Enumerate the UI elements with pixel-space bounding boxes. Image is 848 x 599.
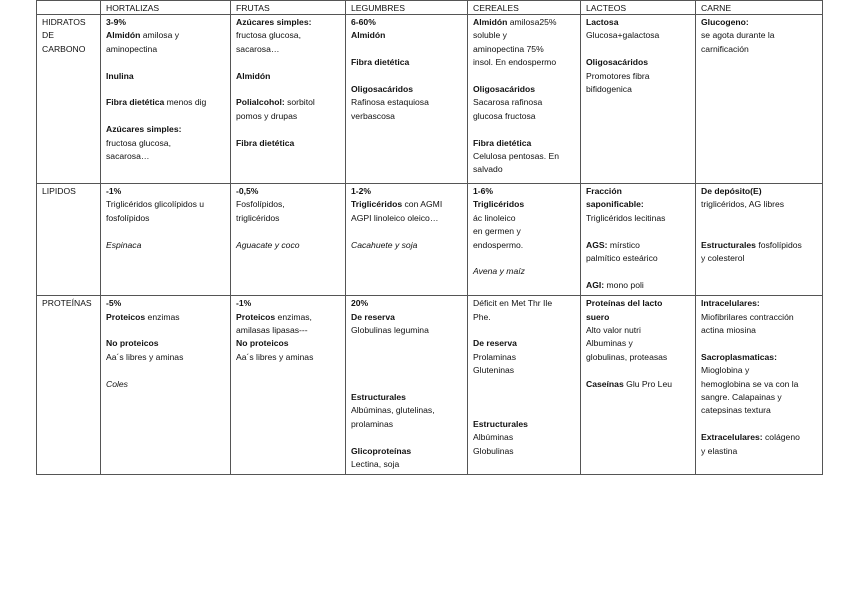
header-cereales: CEREALES	[468, 1, 581, 15]
text: fructosa glucosa,	[106, 137, 171, 148]
text: globulinas, proteasas	[586, 351, 668, 362]
cell-line	[473, 83, 576, 96]
bold-text: De reserva	[473, 338, 517, 349]
cell-line	[473, 225, 576, 238]
bold-text: Sacroplasmaticas:	[701, 351, 777, 362]
text: Glucosa+galactosa	[586, 30, 660, 41]
text: colágeno	[762, 432, 800, 443]
cell-line	[473, 110, 576, 123]
cell-line	[473, 96, 576, 109]
text: Gluteninas	[473, 365, 515, 376]
line-gap	[701, 212, 818, 225]
line-gap	[351, 225, 463, 238]
bold-text: 3-9%	[106, 17, 127, 27]
cell-line	[586, 83, 691, 96]
cell-line	[701, 351, 818, 364]
text: Mioglobina y	[701, 365, 750, 376]
line-gap	[106, 225, 226, 238]
cell-line	[236, 297, 341, 310]
text: actina miosina	[701, 325, 756, 336]
text: Triglicéridos lecitinas	[586, 212, 666, 223]
row-label: LIPIDOS	[37, 184, 101, 296]
bold-text: Oligosacáridos	[586, 57, 649, 68]
cell-line	[586, 297, 691, 310]
cell-line	[351, 185, 463, 198]
line-gap	[586, 364, 691, 377]
text: sangre. Calapainas y	[701, 392, 782, 403]
cell	[101, 184, 231, 296]
cell-line	[473, 445, 576, 458]
text: Sacarosa rafinosa	[473, 97, 543, 108]
cell-line	[586, 29, 691, 42]
text: sorbitol	[284, 97, 315, 108]
cell-line	[701, 43, 818, 56]
line-gap	[473, 123, 576, 136]
line-gap	[351, 431, 463, 444]
bold-text: No proteicos	[236, 338, 289, 349]
cell-line	[106, 70, 226, 83]
text: enzimas	[145, 311, 180, 322]
cell-line	[473, 418, 576, 431]
cell-line	[106, 16, 226, 29]
text: Phe.	[473, 311, 491, 322]
cell-line	[351, 404, 463, 417]
bold-text: 1-6%	[473, 186, 494, 196]
cell-line	[106, 351, 226, 364]
text: amilosa y	[140, 30, 180, 41]
text: y colesterol	[701, 253, 745, 263]
cell-line	[473, 29, 576, 42]
cell-line	[473, 431, 576, 444]
bold-text: Almidón	[473, 17, 508, 27]
cell-line	[701, 378, 818, 391]
text: salvado	[473, 164, 503, 175]
cell-line	[701, 364, 818, 377]
bold-text: 20%	[351, 298, 369, 309]
cell-line	[236, 16, 341, 29]
text: Aa´s libres y aminas	[236, 351, 314, 362]
text: insol. En endospermo	[473, 57, 557, 68]
text: mírstico	[607, 239, 640, 250]
bold-text: Oligosacáridos	[473, 84, 536, 95]
text: ác linoleico	[473, 212, 516, 223]
line-gap	[473, 404, 576, 417]
cell-line	[351, 239, 463, 252]
cell-line	[236, 137, 341, 150]
text: enzimas,	[275, 311, 312, 322]
line-gap	[586, 225, 691, 238]
cell-line	[473, 56, 576, 69]
cell	[696, 184, 823, 296]
cell-line	[586, 239, 691, 252]
bold-text: Proteicos	[106, 311, 146, 322]
cell-line	[586, 198, 691, 211]
line-gap	[106, 324, 226, 337]
italic-text: Coles	[106, 378, 128, 389]
text: verbascosa	[351, 110, 395, 121]
text: Miofibrilares contracción	[701, 311, 794, 322]
italic-text: Avena y maíz	[473, 266, 525, 277]
text: aminopectina 75%	[473, 43, 544, 54]
cell-line	[586, 378, 691, 391]
cell	[581, 15, 696, 184]
cell-line	[473, 337, 576, 350]
cell-line	[586, 351, 691, 364]
text: sacarosa…	[106, 151, 150, 162]
text: se agota durante la	[701, 30, 775, 41]
cell-line	[106, 29, 226, 42]
cell-line	[473, 16, 576, 29]
cell-line	[586, 185, 691, 198]
text: Glu Pro Leu	[623, 378, 672, 389]
cell-line	[473, 43, 576, 56]
header-carne: CARNE	[696, 1, 823, 15]
row-label: HIDRATOS DE CARBONO	[37, 15, 101, 184]
cell	[468, 15, 581, 184]
cell-line	[351, 56, 463, 69]
bold-text: Glucogeno:	[701, 17, 749, 27]
cell-line	[586, 16, 691, 29]
cell-line	[106, 337, 226, 350]
bold-text: Azúcares simples:	[106, 124, 182, 135]
text: prolaminas	[351, 418, 394, 429]
text: carnificación	[701, 43, 749, 54]
cell-line	[236, 212, 341, 225]
line-gap	[106, 56, 226, 69]
text: Celulosa pentosas. En	[473, 151, 559, 162]
cell-line	[236, 324, 341, 337]
row-lipidos	[37, 184, 823, 296]
bold-text: De reserva	[351, 311, 395, 322]
header-row	[37, 1, 823, 15]
text: soluble y	[473, 30, 507, 41]
cell	[581, 296, 696, 475]
cell-line	[106, 137, 226, 150]
cell-line	[106, 96, 226, 109]
cell-line	[701, 198, 818, 211]
cell-line	[473, 239, 576, 252]
line-gap	[701, 418, 818, 431]
cell-line	[586, 212, 691, 225]
cell-line	[473, 212, 576, 225]
header-corner	[37, 1, 101, 15]
cell-line	[106, 123, 226, 136]
cell-line	[701, 391, 818, 404]
bold-text: Fibra dietética	[473, 137, 532, 148]
cell	[468, 296, 581, 475]
cell	[346, 15, 468, 184]
text: hemoglobina se va con la	[701, 378, 799, 389]
cell-line	[236, 96, 341, 109]
line-gap	[351, 70, 463, 83]
cell-line	[351, 198, 463, 211]
line-gap	[106, 110, 226, 123]
cell-line	[586, 252, 691, 265]
cell-line	[351, 83, 463, 96]
cell-line	[701, 297, 818, 310]
bold-text: Almidón	[351, 30, 386, 41]
bold-text: Fibra dietética	[106, 97, 165, 108]
cell-line	[351, 391, 463, 404]
cell	[101, 15, 231, 184]
row-proteinas	[37, 296, 823, 475]
cell-line	[701, 239, 818, 252]
bold-text: Fracción	[586, 186, 622, 196]
cell-line	[586, 279, 691, 292]
cell	[696, 15, 823, 184]
cell-line	[473, 198, 576, 211]
bold-text: Estructurales	[473, 418, 528, 429]
cell-line	[236, 239, 341, 252]
bold-text: Fibra dietética	[351, 57, 410, 68]
cell	[346, 296, 468, 475]
text: Prolaminas	[473, 351, 516, 362]
cell-line	[351, 29, 463, 42]
cell	[696, 296, 823, 475]
text: glucosa fructosa	[473, 110, 536, 121]
cell-line	[106, 198, 226, 211]
text: Déficit en Met Thr Ile	[473, 298, 553, 309]
line-gap	[351, 364, 463, 377]
line-gap	[236, 83, 341, 96]
cell-line	[701, 431, 818, 444]
text: fosfolípidos	[755, 239, 802, 250]
cell-line	[351, 212, 463, 225]
cell-line	[351, 297, 463, 310]
text: y elastina	[701, 445, 738, 456]
cell	[581, 184, 696, 296]
cell-line	[351, 418, 463, 431]
cell-line	[106, 185, 226, 198]
bold-text: suero	[586, 311, 610, 322]
cell-line	[586, 324, 691, 337]
cell-line	[351, 110, 463, 123]
cell-line	[473, 351, 576, 364]
cell-line	[236, 198, 341, 211]
header-frutas: FRUTAS	[231, 1, 346, 15]
cell-line	[473, 297, 576, 310]
text: palmítico esteárico	[586, 253, 658, 264]
cell-line	[351, 324, 463, 337]
text: Lectina, soja	[351, 459, 400, 470]
text: en germen y	[473, 226, 521, 237]
text: con AGMI	[402, 199, 443, 210]
cell-line	[236, 311, 341, 324]
cell-line	[236, 43, 341, 56]
bold-text: Lactosa	[586, 17, 619, 27]
bold-text: Glicoproteínas	[351, 445, 412, 456]
bold-text: Intracelulares:	[701, 298, 760, 309]
text: sacarosa…	[236, 43, 280, 54]
text: Albúminas, glutelinas,	[351, 405, 435, 416]
header-lacteos: LACTEOS	[581, 1, 696, 15]
cell	[231, 15, 346, 184]
text: Rafinosa estaquiosa	[351, 97, 429, 108]
cell-line	[351, 96, 463, 109]
cell-line	[701, 324, 818, 337]
cell-line	[236, 70, 341, 83]
cell-line	[236, 185, 341, 198]
line-gap	[473, 70, 576, 83]
bold-text: Almidón	[236, 70, 271, 81]
cell	[346, 184, 468, 296]
text: amilosa25%	[507, 17, 557, 27]
line-gap	[351, 351, 463, 364]
cell	[231, 184, 346, 296]
line-gap	[351, 337, 463, 350]
cell-line	[351, 458, 463, 471]
cell-line	[351, 445, 463, 458]
cell-line	[106, 150, 226, 163]
line-gap	[586, 43, 691, 56]
bold-text: Triglicéridos	[351, 199, 403, 210]
cell-line	[701, 29, 818, 42]
text: mono poli	[604, 279, 644, 290]
text: Promotores fibra	[586, 70, 650, 81]
text: Globulinas	[473, 445, 514, 456]
line-gap	[701, 337, 818, 350]
cell-line	[106, 43, 226, 56]
text: bifidogenica	[586, 84, 632, 95]
cell-line	[586, 56, 691, 69]
line-gap	[473, 378, 576, 391]
cell	[468, 184, 581, 296]
bold-text: Inulina	[106, 70, 134, 81]
line-gap	[106, 364, 226, 377]
cell-line	[586, 311, 691, 324]
bold-text: Fibra dietética	[236, 137, 295, 148]
header-legumbres: LEGUMBRES	[346, 1, 468, 15]
line-gap	[701, 225, 818, 238]
cell-line	[351, 311, 463, 324]
cell-line	[701, 404, 818, 417]
text: triglicéridos, AG libres	[701, 199, 785, 210]
nutrient-table	[36, 0, 823, 475]
bold-text: AGI:	[586, 279, 605, 290]
cell-line	[473, 265, 576, 278]
text: fosfolípidos	[106, 212, 150, 223]
text: Albuminas y	[586, 338, 633, 349]
bold-text: Estructurales	[351, 392, 406, 402]
cell	[231, 296, 346, 475]
text: catepsinas textura	[701, 405, 771, 416]
bold-text: 6-60%	[351, 17, 376, 27]
bold-text: Estructurales	[701, 239, 756, 250]
cell-line	[473, 163, 576, 176]
cell-line	[473, 137, 576, 150]
bold-text: -1%	[106, 186, 122, 196]
text: Triglicéridos glicolípidos u	[106, 199, 205, 210]
bold-text: Almidón	[106, 30, 141, 41]
cell-line	[473, 311, 576, 324]
cell-line	[473, 150, 576, 163]
bold-text: -0,5%	[236, 186, 259, 196]
line-gap	[473, 324, 576, 337]
line-gap	[351, 43, 463, 56]
text: fructosa glucosa,	[236, 30, 301, 41]
line-gap	[106, 83, 226, 96]
cell-line	[106, 311, 226, 324]
bold-text: Extracelulares:	[701, 432, 763, 443]
italic-text: Cacahuete y soja	[351, 239, 418, 250]
bold-text: -1%	[236, 298, 252, 309]
text: Fosfolípidos,	[236, 199, 285, 210]
cell-line	[106, 297, 226, 310]
cell-line	[701, 445, 818, 458]
cell-line	[701, 16, 818, 29]
bold-text: saponificable:	[586, 199, 644, 210]
line-gap	[236, 56, 341, 69]
bold-text: AGS:	[586, 239, 608, 250]
cell-line	[701, 185, 818, 198]
bold-text: De depósito(E)	[701, 186, 762, 196]
cell-line	[473, 185, 576, 198]
bold-text: Azúcares simples:	[236, 17, 312, 27]
text: triglicéridos	[236, 212, 280, 223]
bold-text: Polialcohol:	[236, 97, 285, 108]
cell-line	[236, 337, 341, 350]
line-gap	[586, 265, 691, 278]
text: amilasas lipasas---	[236, 325, 308, 336]
text: aminopectina	[106, 43, 158, 54]
bold-text: Caseínas	[586, 378, 624, 389]
text: Albúminas	[473, 432, 514, 443]
bold-text: No proteicos	[106, 338, 159, 349]
cell-line	[586, 70, 691, 83]
bold-text: Oligosacáridos	[351, 84, 414, 94]
cell-line	[351, 16, 463, 29]
text: AGPI linoleico oleico…	[351, 212, 439, 223]
text: endospermo.	[473, 239, 524, 250]
cell-line	[236, 110, 341, 123]
line-gap	[473, 391, 576, 404]
text: Alto valor nutri	[586, 325, 641, 336]
cell-line	[236, 29, 341, 42]
text: menos dig	[164, 97, 207, 108]
bold-text: Proteicos	[236, 311, 276, 322]
line-gap	[351, 378, 463, 391]
bold-text: Triglicéridos	[473, 199, 525, 210]
text: Aa´s libres y aminas	[106, 351, 184, 362]
text: pomos y drupas	[236, 110, 298, 121]
line-gap	[236, 123, 341, 136]
cell-line	[106, 239, 226, 252]
row-label: PROTEÍNAS	[37, 296, 101, 475]
line-gap	[236, 225, 341, 238]
header-hortalizas: HORTALIZAS	[101, 1, 231, 15]
cell-line	[473, 364, 576, 377]
cell-line	[701, 252, 818, 265]
cell-line	[586, 337, 691, 350]
row-hidratos	[37, 15, 823, 184]
cell-line	[236, 351, 341, 364]
line-gap	[473, 252, 576, 265]
bold-text: Proteínas del lacto	[586, 298, 663, 309]
italic-text: Espinaca	[106, 239, 142, 250]
italic-text: Aguacate y coco	[236, 239, 300, 250]
bold-text: -5%	[106, 298, 122, 309]
cell-line	[106, 378, 226, 391]
cell	[101, 296, 231, 475]
text: Globulinas legumina	[351, 325, 429, 336]
cell-line	[701, 311, 818, 324]
cell-line	[106, 212, 226, 225]
bold-text: 1-2%	[351, 186, 372, 196]
